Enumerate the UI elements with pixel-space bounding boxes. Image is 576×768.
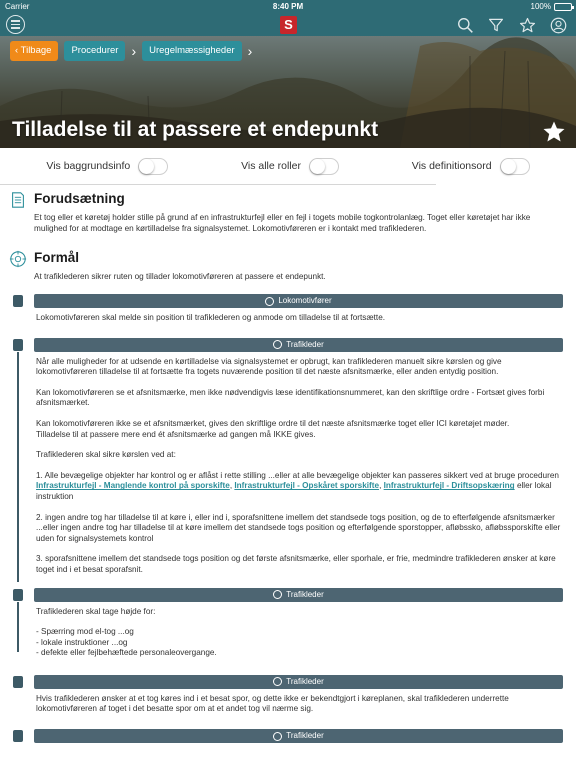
step-marker (13, 676, 23, 688)
search-icon[interactable] (455, 15, 475, 35)
hero-banner (0, 36, 576, 148)
carrier-label: Carrier (5, 2, 30, 11)
section-text: At trafiklederen sikrer ruten og tillader lokomotivføreren at passere et endepunkt. (34, 272, 326, 281)
toggle-label: Vis baggrundsinfo (46, 160, 131, 172)
step-text: Når alle muligheder for at udsende en kørtilladelse via signalsystemet er opbrugt, kan trafiklederen manuelt sikre kørslen og give lokomotivføreren tilladelse til at fortsætte fra togets nuværende position til det næste afsnitsmærke, eller anden entydig position. (36, 356, 502, 377)
toggle-switch[interactable] (309, 158, 339, 175)
smiley-icon (265, 297, 274, 306)
battery-indicator (531, 0, 572, 14)
document-list-icon (9, 191, 27, 209)
step-marker (13, 589, 23, 601)
step-text: Kan lokomotivføreren se et afsnitsmærke, men ikke nødvendigvis læse identifikationsnummeret, kan den skriftlige ordre - Fortsæt gives forbi afsnitsmærket. (36, 387, 545, 408)
role-bar[interactable] (34, 675, 563, 689)
top-navbar (0, 14, 576, 36)
step-trafikleder-1 (0, 338, 576, 576)
step-text: Hvis trafiklederen ønsker at et tog køres ind i et besat spor, og dette ikke er bekendtgjort i køreplanen, skal trafiklederen underrette lokomotivføreren af toget i det besatte spor om at et andet tog vil nærme sig. (36, 693, 509, 714)
toggle-label: Vis alle roller (241, 160, 301, 172)
step-text: Kan lokomotivføreren ikke se et afsnitsmærket, gives den skriftlige ordre til det næste afsnitsmærke toget eller ICI køretøjet møder. (36, 418, 510, 428)
role-bar[interactable] (34, 338, 563, 352)
star-outline-icon[interactable] (517, 15, 537, 35)
role-bar[interactable] (34, 729, 563, 743)
smiley-icon (273, 590, 282, 599)
smiley-icon (273, 340, 282, 349)
role-bar[interactable] (34, 294, 563, 308)
chevron-left-icon: ‹ (15, 45, 21, 56)
menu-icon[interactable] (6, 15, 25, 34)
toggle-label: Vis definitionsord (411, 160, 492, 172)
step-trafikleder-3 (0, 675, 576, 715)
app-logo[interactable]: S (280, 16, 297, 34)
step-body (34, 352, 563, 576)
procedure-steps (0, 294, 576, 743)
step-text: Lokomotivføreren skal melde sin position til trafiklederen og anmode om tilladelse til at fortsætte. (36, 313, 386, 322)
step-marker (13, 339, 23, 351)
role-bar[interactable] (34, 588, 563, 602)
link-driftsopskaering[interactable]: Infrastrukturfejl - Driftsopskæring (383, 481, 515, 491)
filter-icon[interactable] (486, 15, 506, 35)
list-item: - Spærring mod el-tog ...og (36, 627, 134, 637)
step-text: Trafiklederen skal sikre kørslen ved at: (36, 450, 176, 460)
favorite-star-icon[interactable] (542, 120, 566, 144)
step-body (34, 689, 563, 715)
step-lokomotivforer (0, 294, 576, 324)
toggle-definitionsord[interactable] (412, 158, 530, 175)
list-item: - defekte eller fejlbehæftede personaleovergange. (36, 648, 217, 658)
step-trafikleder-4 (0, 729, 576, 743)
role-label: Trafikleder (286, 731, 324, 741)
breadcrumb-item-procedurer[interactable]: Procedurer (64, 41, 125, 61)
step-body (34, 308, 563, 324)
back-button[interactable]: ‹ Tilbage (10, 41, 58, 61)
smiley-icon (273, 677, 282, 686)
user-icon[interactable] (548, 15, 568, 35)
target-icon (9, 250, 27, 268)
step-text: Tilladelse til at passere mere end ét afsnitsmærke ad gangen må IKKE gives. (36, 429, 316, 439)
link-manglende-kontrol[interactable]: Infrastrukturfejl - Manglende kontrol på sporskifte (36, 481, 230, 491)
section-formaal (0, 250, 576, 282)
list-item: - lokale instruktioner ...og (36, 637, 128, 647)
step-text: 1. Alle bevægelige objekter har kontrol og er aflåst i rette stilling ...eller at alle bevægelige objekter kan passeres sikkert ved at bruge proceduren Infrastrukturfejl - Manglende kontrol på sporskifte, Infrastrukturfejl - Opskåret sporskifte, Infrastrukturfejl - Driftsopskæring eller lokal instruktion (36, 470, 559, 501)
toggle-switch[interactable] (500, 158, 530, 175)
chevron-right-icon: › (247, 43, 253, 59)
toggle-alle-roller[interactable] (241, 158, 339, 175)
role-label: Trafikleder (286, 339, 324, 349)
section-heading: Formål (34, 250, 80, 265)
section-heading: Forudsætning (34, 191, 125, 206)
step-text: Trafiklederen skal tage højde for: (36, 606, 156, 616)
step-connector (17, 602, 19, 652)
step-marker (13, 730, 23, 742)
section-text: Et tog eller et køretøj holder stille på grund af en infrastrukturfejl eller en fejl i togets mobile togkontrolanlæg. Toget eller køretøjet har ikke mulighed for at modtage en kørtilladelse fra signalsystemet. Lokomotivføreren er i kontakt med trafiklederen. (34, 213, 531, 233)
role-label: Lokomotivfører (278, 296, 332, 305)
step-marker (13, 295, 23, 307)
role-label: Trafikleder (286, 589, 324, 599)
chevron-right-icon: › (131, 43, 137, 59)
link-opskaaret-sporskifte[interactable]: Infrastrukturfejl - Opskåret sporskifte (234, 481, 380, 491)
smiley-icon (273, 732, 282, 741)
page-title: Tilladelse til at passere et endepunkt (12, 118, 379, 141)
divider (0, 184, 436, 185)
toggle-bar (0, 148, 576, 185)
step-text: 3. sporafsnittene imellem det standsede togs position og det første afsnitsmærke, eller sporhale, er frie, medmindre trafiklederen ønsker at køre toget ind i et besat sporafsnit. (36, 554, 556, 574)
breadcrumb (10, 41, 252, 61)
status-bar (0, 0, 576, 14)
step-trafikleder-2 (0, 588, 576, 659)
step-body (34, 602, 563, 659)
battery-icon (554, 3, 572, 11)
step-connector (17, 352, 19, 582)
role-label: Trafikleder (286, 676, 324, 686)
clock: 8:40 PM (272, 2, 304, 11)
battery-percent: 100% (530, 2, 551, 11)
breadcrumb-item-uregelmaessigheder[interactable]: Uregelmæssigheder (142, 41, 242, 61)
toggle-baggrundsinfo[interactable] (46, 158, 168, 175)
section-forudsaetning (0, 191, 576, 234)
step-text: 2. ingen andre tog har tilladelse til at køre i, eller ind i, sporafsnittene imellem det standsede togs position, og de to efterfølgende afsnitsmærker ...eller ingen andre tog har tilladelse til at køre imellem det standsede togs position og efterfølgende sporstopper, afløbssko, afløbssporskifte eller uden for signalsystemets kontrol (36, 512, 561, 543)
toggle-switch[interactable] (138, 158, 168, 175)
